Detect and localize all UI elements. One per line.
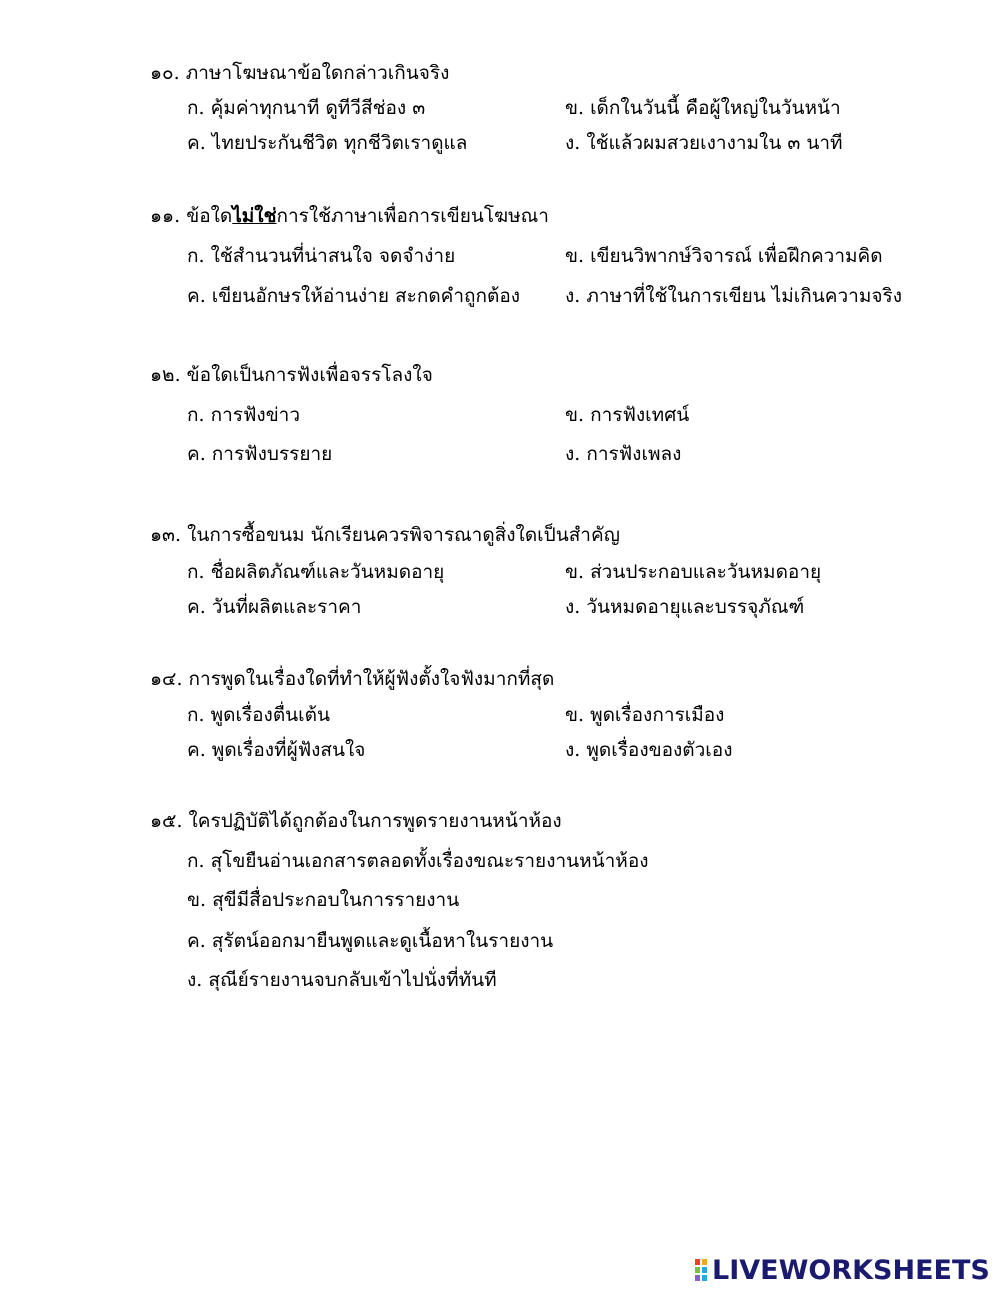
option-c: ค. เขียนอักษรให้อ่านง่าย สะกดคำถูกต้อง	[187, 285, 521, 307]
option-a: ก. สุโขยืนอ่านเอกสารตลอดทั้งเรื่องขณะรายงานหน้าห้อง	[187, 850, 649, 872]
question-stem	[150, 201, 549, 231]
brand-wordmark: LIVEWORKSHEETS	[712, 1254, 990, 1286]
option-b: ข. สุขีมีสื่อประกอบในการรายงาน	[187, 889, 460, 911]
option-d: ง. ใช้แล้วผมสวยเงางามใน ๓ นาที	[565, 132, 843, 154]
option-c: ค. สุรัตน์ออกมายืนพูดและดูเนื้อหาในรายงาน	[187, 930, 554, 952]
question-stem: ๑๔. การพูดในเรื่องใดที่ทำให้ผู้ฟังตั้งใจฟังมากที่สุด	[150, 668, 555, 690]
question-stem: ๑๕. ใครปฏิบัติได้ถูกต้องในการพูดรายงานหน้าห้อง	[150, 810, 562, 832]
option-b: ข. การฟังเทศน์	[565, 404, 690, 426]
option-b: ข. ส่วนประกอบและวันหมดอายุ	[565, 561, 822, 583]
option-b: ข. เขียนวิพากษ์วิจารณ์ เพื่อฝึกความคิด	[565, 245, 883, 267]
liveworksheets-logo-icon	[694, 1258, 708, 1282]
option-a: ก. พูดเรื่องตื่นเต้น	[187, 704, 330, 726]
option-d: ง. สุณีย์รายงานจบกลับเข้าไปนั่งที่ทันที	[187, 969, 497, 991]
option-a: ก. ใช้สำนวนที่น่าสนใจ จดจำง่าย	[187, 245, 456, 267]
question-stem: ๑๓. ในการซื้อขนม นักเรียนควรพิจารณาดูสิ่งใดเป็นสำคัญ	[150, 524, 620, 546]
question-stem: ๑๒. ข้อใดเป็นการฟังเพื่อจรรโลงใจ	[150, 364, 433, 386]
option-c: ค. พูดเรื่องที่ผู้ฟังสนใจ	[187, 739, 366, 761]
option-c: ค. การฟังบรรยาย	[187, 443, 333, 465]
option-c: ค. ไทยประกันชีวิต ทุกชีวิตเราดูแล	[187, 132, 468, 154]
option-a: ก. ชื่อผลิตภัณฑ์และวันหมดอายุ	[187, 561, 445, 583]
option-d: ง. วันหมดอายุและบรรจุภัณฑ์	[565, 596, 805, 618]
stem-emphasis: ไม่ใช่	[232, 205, 277, 227]
stem-suffix: การใช้ภาษาเพื่อการเขียนโฆษณา	[276, 205, 549, 227]
stem-prefix: ๑๑. ข้อใด	[150, 205, 233, 227]
option-a: ก. คุ้มค่าทุกนาที ดูทีวีสีช่อง ๓	[187, 97, 426, 119]
question-stem: ๑๐. ภาษาโฆษณาข้อใดกล่าวเกินจริง	[150, 62, 450, 84]
option-c: ค. วันที่ผลิตและราคา	[187, 596, 362, 618]
option-d: ง. ภาษาที่ใช้ในการเขียน ไม่เกินความจริง	[565, 285, 902, 307]
option-a: ก. การฟังข่าว	[187, 404, 301, 426]
option-d: ง. การฟังเพลง	[565, 443, 682, 465]
option-b: ข. พูดเรื่องการเมือง	[565, 704, 725, 726]
option-d: ง. พูดเรื่องของตัวเอง	[565, 739, 733, 761]
option-b: ข. เด็กในวันนี้ คือผู้ใหญ่ในวันหน้า	[565, 97, 841, 119]
liveworksheets-brand[interactable]	[694, 1256, 990, 1284]
